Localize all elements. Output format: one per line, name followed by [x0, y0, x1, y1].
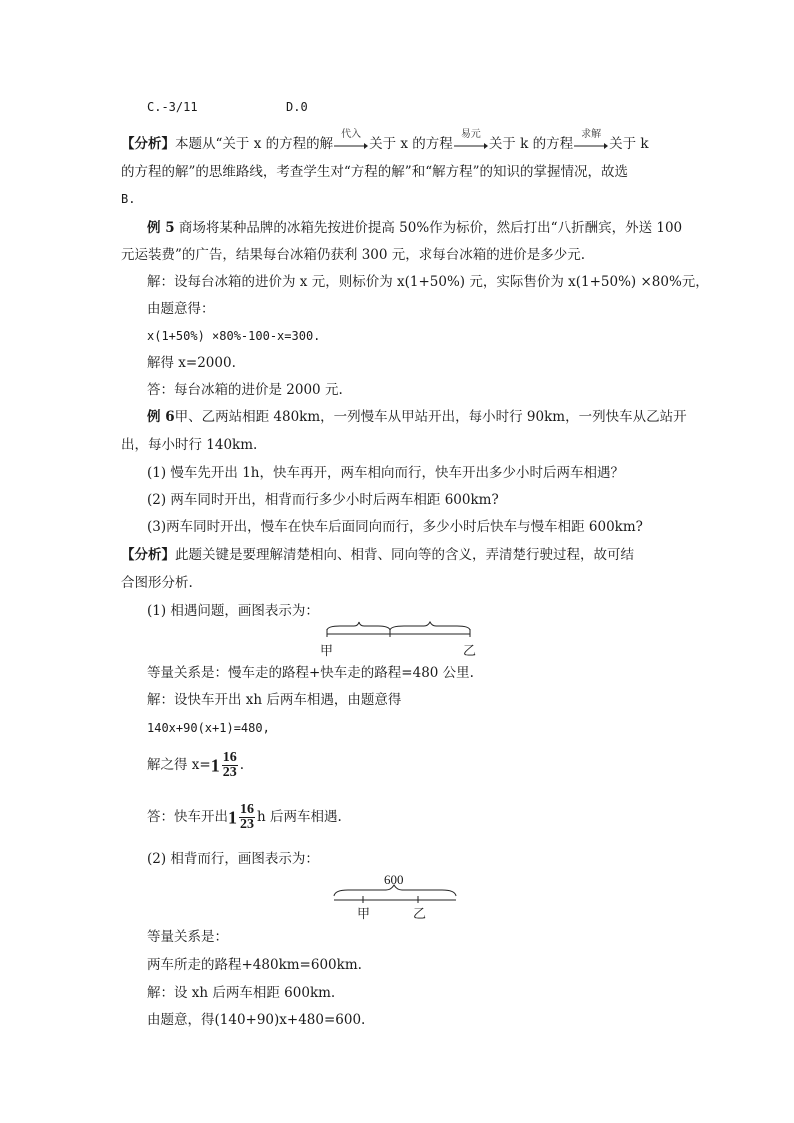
- example6-tag: 例 6: [147, 409, 175, 425]
- example5-line2: 元运装费”的广告，结果每台冰箱仍获利 300 元，求每台冰箱的进价是多少元.: [121, 247, 586, 263]
- analysis1-line3: B.: [121, 192, 136, 206]
- part2-heading: (2) 相背而行，画图表示为：: [147, 851, 319, 867]
- analysis-text: 本题从“关于 x 的方程的解: [175, 136, 334, 152]
- analysis2-text: 此题关键是要理解清楚相向、相背、同向等的含义，弄清楚行驶过程，故可结: [175, 547, 634, 563]
- example6-text: 甲、乙两站相距 480km，一列慢车从甲站开出，每小时行 90km，一列快车从乙站开: [174, 409, 687, 425]
- analysis-text: 关于 k 的方程: [488, 136, 574, 152]
- station-yi-label: 乙: [463, 644, 477, 659]
- separation-diagram: [330, 884, 462, 904]
- part1-equation: 140x+90(x+1)=480,: [147, 721, 270, 735]
- mixed-whole: 1: [228, 807, 237, 828]
- arrow-change: [454, 128, 488, 152]
- analysis1-line2: 的方程的解”的思维路线，考查学生对“方程的解”和“解方程”的知识的掌握情况，故选: [121, 164, 629, 180]
- example5-text: 商场将某种品牌的冰箱先按进价提高 50%作为标价，然后打出“八折酬宾，外送 100: [174, 220, 683, 236]
- arrow-label: 代入: [341, 128, 362, 140]
- example6-line2: 出，每小时行 140km.: [121, 437, 258, 453]
- part2-relation-heading: 等量关系是：: [147, 929, 228, 945]
- arrow-label: 易元: [460, 128, 481, 140]
- part2-solution: 解：设 xh 后两车相距 600km.: [147, 985, 336, 1001]
- part1-heading: (1) 相遇问题，画图表示为：: [147, 603, 319, 619]
- right-arrow-icon: [334, 142, 368, 150]
- station-jia-label: 甲: [320, 644, 334, 659]
- analysis-text: 关于 x 的方程: [369, 136, 453, 152]
- answer-prefix: 答：快车开出: [147, 809, 228, 825]
- fraction-denominator: 23: [240, 817, 254, 832]
- example5-equation: x(1+50%) ×80%-100-x=300.: [147, 329, 321, 343]
- part2-equation: 由题意，得(140+90)x+480=600.: [147, 1012, 366, 1028]
- result-prefix: 解之得 x=: [147, 757, 211, 773]
- answer-suffix: h 后两车相遇.: [257, 809, 342, 825]
- meeting-diagram: [320, 620, 480, 642]
- analysis2-tag: 【分析】: [121, 547, 175, 563]
- station-yi-label: 乙: [413, 907, 427, 922]
- analysis1-line1: [121, 128, 649, 153]
- option-c: C.-3/11: [147, 100, 198, 114]
- right-arrow-icon: [574, 142, 608, 150]
- part1-relation: 等量关系是：慢车走的路程+快车走的路程=480 公里.: [147, 665, 474, 681]
- part2-relation: 两车所走的路程+480km=600km.: [147, 957, 362, 973]
- analysis-text: 关于 k: [609, 136, 649, 152]
- analysis-tag: 【分析】: [121, 136, 175, 152]
- analysis2-line1: [121, 546, 634, 564]
- example6-line1: [147, 408, 687, 426]
- analysis2-line2: 合图形分析.: [121, 575, 193, 591]
- fraction: [222, 751, 238, 780]
- example5-solution-2: 由题意得：: [147, 301, 215, 317]
- part1-answer: [147, 798, 342, 836]
- arrow-substitute: [334, 128, 368, 152]
- option-d: D.0: [286, 100, 308, 114]
- example5-answer: 答：每台冰箱的进价是 2000 元.: [147, 382, 343, 398]
- distance-label: 600: [384, 872, 404, 887]
- mixed-whole: 1: [210, 755, 220, 776]
- example6-question3: (3)两车同时开出，慢车在快车后面同向而行，多少小时后快车与慢车相距 600km?: [147, 519, 643, 535]
- fraction-numerator: 16: [240, 802, 254, 817]
- example5-line1: [147, 219, 682, 237]
- arrow-solve: [574, 128, 608, 152]
- fraction: [239, 803, 255, 832]
- example5-result: 解得 x=2000.: [147, 355, 236, 371]
- arrow-label: 求解: [581, 128, 602, 140]
- example5-solution: 解：设每台冰箱的进价为 x 元，则标价为 x(1+50%) 元，实际售价为 x(1+50%) ×80%元，: [147, 274, 709, 290]
- part1-solution: 解：设快车开出 xh 后两车相遇，由题意得: [147, 692, 402, 708]
- fraction-denominator: 23: [222, 765, 237, 780]
- example6-question1: (1) 慢车先开出 1h，快车再开，两车相向而行，快车开出多少小时后两车相遇？: [147, 465, 624, 481]
- result-suffix: .: [239, 757, 245, 773]
- example5-tag: 例 5: [147, 220, 175, 236]
- option-c-d: [147, 98, 308, 116]
- station-jia-label: 甲: [357, 907, 371, 922]
- right-arrow-icon: [454, 142, 488, 150]
- example6-question2: (2) 两车同时开出，相背而行多少小时后两车相距 600km?: [147, 492, 499, 508]
- part1-result: [147, 746, 244, 784]
- fraction-numerator: 16: [222, 750, 237, 765]
